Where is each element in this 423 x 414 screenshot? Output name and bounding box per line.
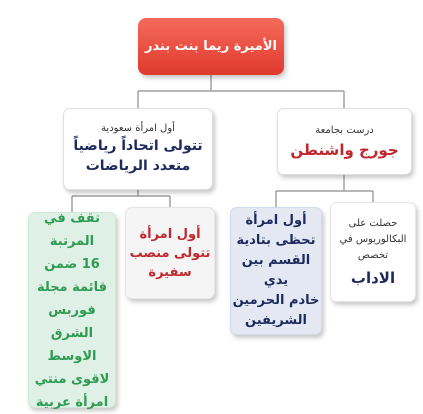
leaf-green-line-7: لاقوى منتي [34, 371, 110, 387]
leaf-red-node [125, 207, 215, 299]
leaf-white-line-2: البكالوريوس في [339, 234, 407, 245]
leaf-white-line-3: تخصص [357, 250, 389, 261]
leaf-white-line-1: حصلت على [348, 218, 398, 229]
leaf-blue-line-5: الشريفين [245, 313, 307, 328]
branch-left-caption: أول امرأة سعودية [101, 123, 175, 134]
leaf-green-line-2: المرتبة [49, 233, 95, 249]
branch-left-node [63, 108, 213, 190]
leaf-white-highlight: الاداب [350, 269, 396, 287]
leaf-green-line-6: الشرق الاوسط [47, 325, 97, 364]
branch-left-line-2: متعدد الرياضات [85, 158, 191, 174]
root-title: الأميرة ريما بنت بندر [145, 39, 277, 54]
leaf-red-line-2: تتولى منصب [129, 245, 211, 261]
leaf-red-line-3: سفيرة [148, 264, 192, 280]
branch-left-line-1: تتولى اتحاداً رياضياً [73, 138, 203, 154]
leaf-white-node [330, 202, 416, 302]
root-node [138, 18, 284, 75]
leaf-green-line-8: امرأة عربية [35, 394, 109, 410]
leaf-green-line-5: فوربس [48, 302, 96, 318]
leaf-green-node [28, 212, 116, 408]
leaf-green-line-1: تقف في [44, 210, 100, 226]
leaf-green-line-4: قائمة مجلة [37, 279, 108, 295]
branch-right-highlight: جورج واشنطن [290, 140, 399, 159]
leaf-blue-line-2: تحظى بتادية [236, 233, 316, 248]
branch-right-caption: درست بجامعة [315, 124, 374, 136]
leaf-green-line-3: 16 ضمن [44, 256, 100, 272]
branch-right-node [277, 108, 412, 175]
leaf-blue-node [230, 207, 322, 335]
leaf-blue-line-1: أول امرأة [245, 213, 307, 228]
leaf-blue-line-4: خادم الحرمين [232, 293, 320, 308]
leaf-red-line-1: أول امرأة [139, 226, 201, 242]
leaf-blue-line-3: القسم بين يدي [241, 253, 311, 288]
